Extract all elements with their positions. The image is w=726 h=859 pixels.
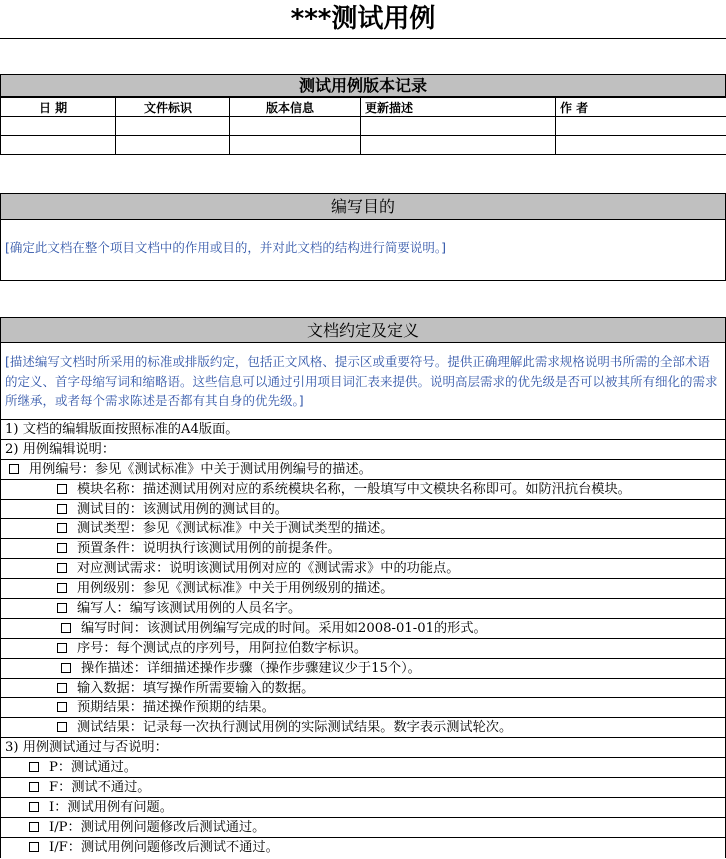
checkbox-icon xyxy=(57,643,67,653)
list-item[interactable]: 1) 文档的编辑版面按照标准的A4版面。 xyxy=(1,420,725,440)
checkbox-icon xyxy=(29,762,39,772)
table-cell[interactable] xyxy=(556,117,726,136)
checkbox-icon xyxy=(29,782,39,792)
purpose-heading: 编写目的 xyxy=(0,193,726,220)
list-item[interactable]: 用例编号：参见《测试标准》中关于测试用例编号的描述。 xyxy=(1,460,725,480)
table-cell[interactable] xyxy=(361,117,556,136)
list-item[interactable]: 2) 用例编辑说明： xyxy=(1,440,725,460)
checkbox-icon xyxy=(57,563,67,573)
list-item[interactable]: 测试目的：该测试用例的测试目的。 xyxy=(1,500,725,520)
purpose-note-box xyxy=(0,220,726,281)
list-item[interactable]: 模块名称：描述测试用例对应的系统模块名称，一般填写中文模块名称即可。如防汛抗台模块。 xyxy=(1,480,725,500)
checkbox-icon xyxy=(9,464,19,474)
list-item[interactable]: 操作描述：详细描述操作步骤（操作步骤建议少于15个）。 xyxy=(1,659,725,679)
table-cell[interactable] xyxy=(556,136,726,155)
list-item[interactable]: I：测试用例有问题。 xyxy=(1,798,725,818)
list-item[interactable]: I/P：测试用例问题修改后测试通过。 xyxy=(1,818,725,838)
table-row xyxy=(1,117,726,136)
conventions-list xyxy=(0,419,726,858)
list-item[interactable]: 序号：每个测试点的序列号，用阿拉伯数字标识。 xyxy=(1,639,725,659)
column-header-version: 版本信息 xyxy=(230,98,361,117)
table-cell[interactable] xyxy=(1,136,116,155)
version-table-header xyxy=(1,98,726,117)
column-header-update-desc: 更新描述 xyxy=(361,98,556,117)
checkbox-icon xyxy=(57,523,67,533)
list-item[interactable]: 预置条件：说明执行该测试用例的前提条件。 xyxy=(1,539,725,559)
list-item[interactable]: 3) 用例测试通过与否说明： xyxy=(1,738,725,758)
checkbox-icon xyxy=(29,802,39,812)
checkbox-icon xyxy=(61,663,71,673)
checkbox-icon xyxy=(29,842,39,852)
version-record-heading: 测试用例版本记录 xyxy=(0,74,726,97)
list-item[interactable]: 用例级别：参见《测试标准》中关于用例级别的描述。 xyxy=(1,579,725,599)
table-cell[interactable] xyxy=(230,136,361,155)
checkbox-icon xyxy=(57,722,67,732)
list-item[interactable]: 预期结果：描述操作预期的结果。 xyxy=(1,698,725,718)
list-item[interactable]: 输入数据：填写操作所需要输入的数据。 xyxy=(1,679,725,699)
conventions-note[interactable]: [描述编写文档时所采用的标准或排版约定，包括正文风格、提示区或重要符号。提供正确理解此需求规格说明书所需的全部术语的定义、首字母缩写词和缩略语。这些信息可以通过引用项目词汇表来提供。说明高层需求的优先级是否可以被其所有细化的需求所继承，或者每个需求陈述是否都有其自身的优先级。] xyxy=(5,354,718,408)
list-item[interactable]: 编写时间：该测试用例编写完成的时间。采用如2008-01-01的形式。 xyxy=(1,619,725,639)
divider xyxy=(0,38,726,39)
checkbox-icon xyxy=(57,702,67,712)
list-item[interactable]: 对应测试需求：说明该测试用例对应的《测试需求》中的功能点。 xyxy=(1,559,725,579)
table-cell[interactable] xyxy=(1,117,116,136)
page-title: ***测试用例 xyxy=(290,4,436,34)
checkbox-icon xyxy=(57,603,67,613)
checkbox-icon xyxy=(61,623,71,633)
checkbox-icon xyxy=(29,822,39,832)
list-item[interactable]: 测试类型：参见《测试标准》中关于测试类型的描述。 xyxy=(1,519,725,539)
table-row xyxy=(1,136,726,155)
checkbox-icon xyxy=(57,683,67,693)
table-cell[interactable] xyxy=(361,136,556,155)
table-cell[interactable] xyxy=(116,136,230,155)
column-header-file-id: 文件标识 xyxy=(116,98,230,117)
list-item[interactable]: 编写人：编写该测试用例的人员名字。 xyxy=(1,599,725,619)
checkbox-icon xyxy=(57,583,67,593)
column-header-date: 日 期 xyxy=(1,98,116,117)
version-table xyxy=(0,97,726,155)
checkbox-icon xyxy=(57,504,67,514)
checkbox-icon xyxy=(57,543,67,553)
list-item[interactable]: 测试结果：记录每一次执行测试用例的实际测试结果。数字表示测试轮次。 xyxy=(1,718,725,738)
list-item[interactable]: I/F：测试用例问题修改后测试不通过。 xyxy=(1,838,725,858)
list-item[interactable]: P：测试通过。 xyxy=(1,758,725,778)
table-cell[interactable] xyxy=(230,117,361,136)
conventions-heading: 文档约定及定义 xyxy=(0,317,726,343)
checkbox-icon xyxy=(57,484,67,494)
purpose-note[interactable]: [确定此文档在整个项目文档中的作用或目的，并对此文档的结构进行简要说明。] xyxy=(5,240,447,255)
list-item[interactable]: F：测试不通过。 xyxy=(1,778,725,798)
table-cell[interactable] xyxy=(116,117,230,136)
column-header-author: 作 者 xyxy=(556,98,726,117)
conventions-note-box xyxy=(0,343,726,419)
